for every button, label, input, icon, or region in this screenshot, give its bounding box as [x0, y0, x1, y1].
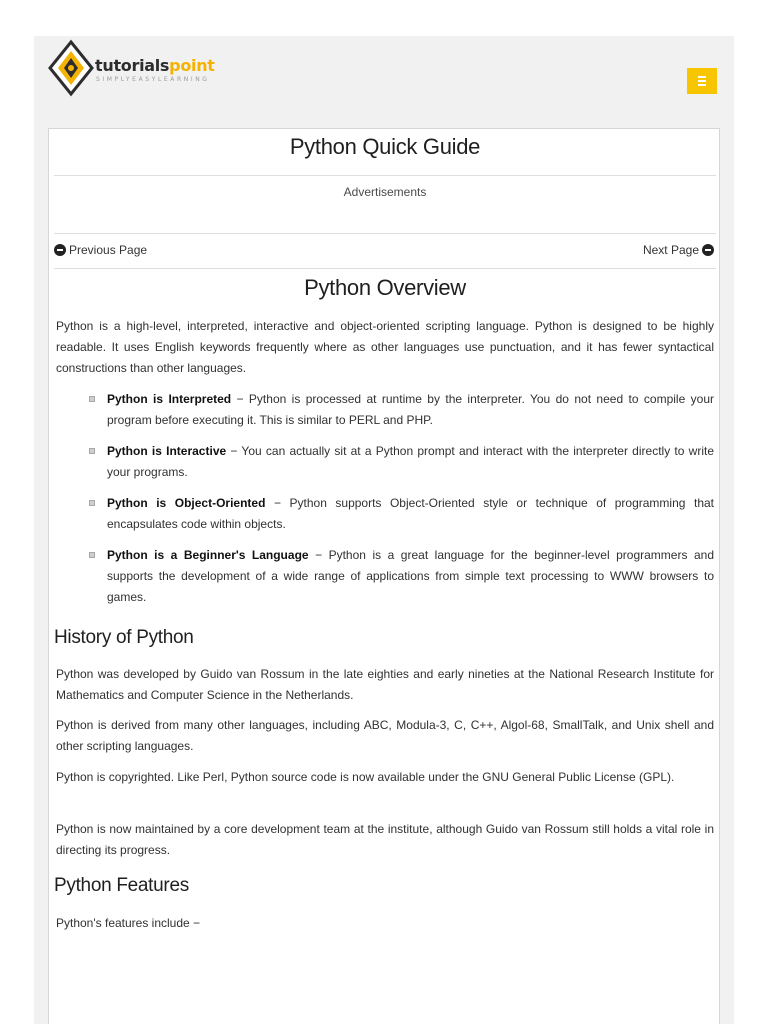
list-item: Python is Interpreted − Python is processed at runtime by the interpreter. You do not need to compile your program before executing it. This is similar to PERL and PHP. [89, 389, 714, 431]
main-content [48, 128, 720, 1024]
history-paragraph: Python was developed by Guido van Rossum in the late eighties and early nineties at the National Research Institute for Mathematics and Computer Science in the Netherlands. [56, 667, 714, 702]
square-bullet-icon [89, 500, 95, 506]
history-paragraph: Python is now maintained by a core development team at the institute, although Guido van Rossum still holds a vital role in directing its progress. [56, 822, 714, 857]
divider [54, 233, 716, 234]
history-heading: History of Python [54, 627, 194, 648]
site-header [34, 36, 734, 122]
overview-intro: Python is a high-level, interpreted, interactive and object-oriented scripting language. Python is designed to be highly readable. It uses English keywords frequently where as other languages use punctuation, and it has fewer syntactical constructions than other languages. [56, 319, 714, 375]
next-page-link[interactable] [643, 243, 714, 257]
square-bullet-icon [89, 396, 95, 402]
logo-tagline: SIMPLYEASYLEARNING [96, 76, 210, 83]
circle-minus-icon [54, 244, 66, 256]
list-item: Python is Object-Oriented − Python supports Object-Oriented style or technique of programming that encapsulates code within objects. [89, 493, 714, 535]
menu-button[interactable] [687, 68, 717, 94]
previous-page-link[interactable] [54, 243, 147, 257]
divider [54, 175, 716, 176]
circle-minus-icon [702, 244, 714, 256]
previous-page-label: Previous Page [69, 243, 148, 257]
divider [54, 268, 716, 269]
page-frame [34, 36, 734, 1024]
square-bullet-icon [89, 448, 95, 454]
history-paragraph: Python is derived from many other languages, including ABC, Modula-3, C, C++, Algol-68, SmallTalk, and Unix shell and other scripting languages. [56, 718, 714, 753]
overview-heading: Python Overview [304, 275, 466, 300]
hamburger-icon [698, 76, 706, 86]
next-page-label: Next Page [642, 243, 699, 257]
features-intro: Python's features include − [56, 916, 201, 930]
page-title: Python Quick Guide [289, 134, 481, 159]
history-paragraph: Python is copyrighted. Like Perl, Python source code is now available under the GNU General Public License (GPL). [56, 770, 675, 784]
advertisements-label: Advertisements [343, 185, 427, 199]
list-item: Python is Interactive − You can actually sit at a Python prompt and interact with the interpreter directly to write your programs. [89, 441, 714, 483]
features-heading: Python Features [54, 875, 189, 896]
logo-wordmark: tutorialspoint [95, 56, 215, 75]
list-item: Python is a Beginner's Language − Python is a great language for the beginner-level programmers and supports the development of a wide range of applications from simple text processing to WWW browsers to games. [89, 545, 714, 608]
feature-list [89, 389, 714, 618]
site-logo[interactable] [48, 38, 258, 100]
square-bullet-icon [89, 552, 95, 558]
tutorialspoint-logo-icon [48, 38, 94, 100]
